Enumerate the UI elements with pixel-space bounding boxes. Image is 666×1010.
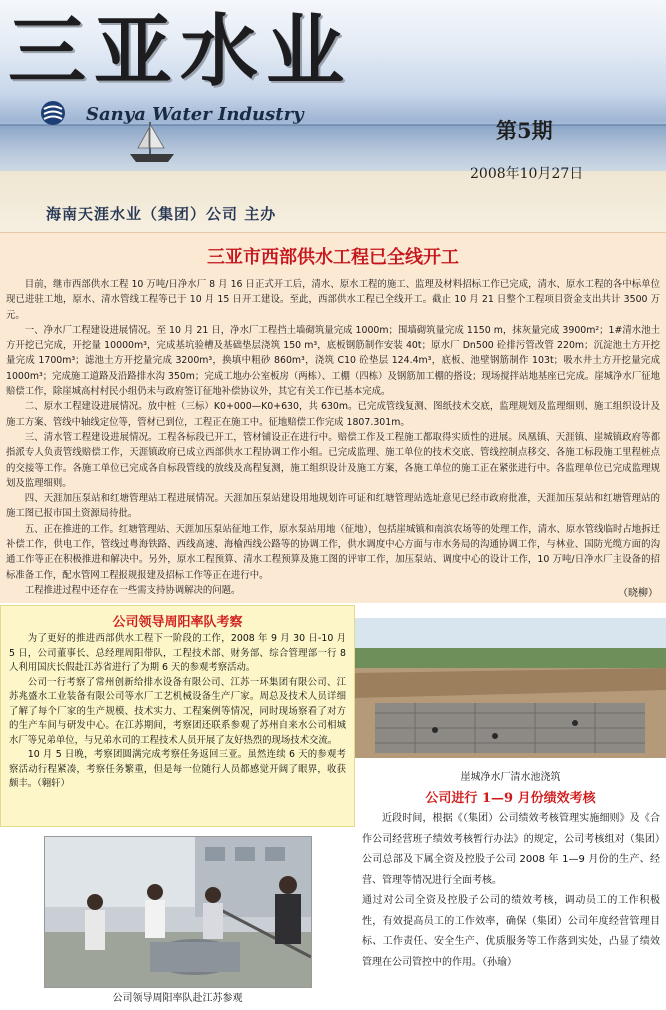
performance-paragraph: 通过对公司全资及控股子公司的绩效考核，调动员工的工作积极性，有效提高员工的工作效率，确保（集团）公司年度经营管理目标、工作责任、安全生产、优质服务等工作落到实处，凸显了绩效管理在公司管控中的作用。（孙瑜） (362, 895, 660, 968)
leader-visit-paragraph: 为了更好的推进西部供水工程下一阶段的工作，2008 年 9 月 30 日-10 月 5 日，公司董事长、总经理周阳带队，工程技术部、财务部、综合管理部一行 8 人利用国庆长假赴江苏省进行了为期 6 天的参观考察活动。 (9, 633, 346, 673)
site-photo-image (355, 618, 666, 758)
lead-paragraph: 四、天涯加压泵站和红塘管理站工程进展情况。天涯加压泵站建设用地规划许可证和红塘管理站选址意见已经市政府批准，天涯加压泵站和红塘管理站的施工图已报市国土资源局待批。 (6, 493, 660, 520)
sponsor-line: 海南天涯水业（集团）公司 主办 (46, 205, 277, 223)
lead-signature: （晓柳） (618, 588, 658, 599)
leader-visit-paragraph: 公司一行考察了常州创新给排水设备有限公司、江苏一环集团有限公司、江苏兆盛水工业装备有限公司等水厂工艺机械设备生产厂家。周总及技术人员详细了解了每个厂家的生产规模、技术实力、工程案例等情况，同时现场察看了对方的生产车间与研发中心。在江苏期间，考察团还联系参观了苏州自来水公司相城水厂等兄弟单位，与兄弟水司的工程技术人员开展了友好热烈的现场技术交流。 (9, 676, 346, 746)
leader-visit-paragraph: 10 月 5 日晚，考察团圆满完成考察任务返回三亚。虽然连续 6 天的参观考察活动行程紧凑，考察任务繁重，但是每一位随行人员都感觉开阔了眼界，收获颇丰。（翱轩） (9, 749, 346, 789)
lead-paragraph: 二、原水工程建设进展情况。放中桩（三标）K0+000—K0+630，共 630m。已完成管线复测、图纸技术交底，监理规划及监理细则、施工组织设计及施工方案、管线中轴线定位等，管材已到位，工程正在施工中。征地赔偿工作完成 1807.301m。 (6, 401, 660, 428)
masthead (0, 0, 666, 232)
performance-article-body (362, 809, 660, 973)
performance-article-title: 公司进行 1—9 月份绩效考核 (425, 791, 596, 806)
leader-visit-title: 公司领导周阳率队考察 (112, 615, 243, 630)
newsletter-title: 三亚水业 (8, 6, 353, 97)
performance-paragraph: 近段时间，根据《（集团）公司绩效考核管理实施细则》及《合作公司经营班子绩效考核暂行办法》的规定，公司考核组对（集团）公司总部及下属全资及控股子公司 2008 年 1—9 月份的生产、经营、管理等情况进行全面考核。 (362, 813, 660, 886)
sailboat-icon (126, 118, 178, 166)
issue-number: 第5期 (496, 118, 553, 143)
visit-photo-image (45, 837, 311, 987)
lead-paragraph: 目前，继市西部供水工程 10 万吨/日净水厂 8 月 16 日正式开工后，清水、原水工程的施工、监理及材料招标工作已完成，清水、原水工程的各中标单位现已进驻工地，原水、清水管线工程等已于 10 月 15 日开工建设。至此，西部供水工程已全线开工。截止 10 月 21 日整个工程项目资金支出共计 3500 万元。 (6, 279, 660, 321)
visit-photo (44, 836, 312, 988)
lead-article (0, 232, 666, 603)
leader-visit-article (0, 605, 355, 827)
water-logo-icon (40, 98, 66, 128)
visit-photo-caption: 公司领导周阳率队赴江苏参观 (112, 993, 243, 1004)
site-photo (355, 618, 666, 758)
newsletter-subtitle: Sanya Water Industry (86, 104, 304, 125)
lead-paragraph: 五、正在推进的工作。红塘管理站、天涯加压泵站征地工作，原水泵站用地（征地），包括崖城镇和南滨农场等的处理工作，清水、原水管线临时占地拆迁补偿工作，供电工作，管线过粤海铁路、西线高速、海榆西线公路等的协调工作，供水调度中心方面与市水务局的沟通协调工作，与林业、国防光缆方面的沟通工作等正在积极推进和解决中。另外，原水工程预算、清水工程预算及施工图的评审工作，加压泵站、调度中心的设计工作，10 万吨/日净水厂主设备的招标准备工作，配水管网工程报规报建及招标工作等正在进行中。 (6, 523, 660, 581)
leader-visit-body (1, 630, 354, 792)
lead-paragraph: 一、净水厂工程建设进展情况。至 10 月 21 日，净水厂工程挡土墙砌筑量完成 1000m；围墙砌筑量完成 1150 m，抹灰量完成 3900m²；1#清水池土方开挖已完成，开挖量 10000m³，完成基坑验槽及基础垫层浇筑 150 m³，底板钢筋制作安装 40t；原水厂 Dn500 砼排污管改管 220m；沉淀池土方开挖量完成 1700m³；滤池土方开挖量完成 3200m³，换填中粗砂 860m³，浇筑 C10 砼垫层 124.4m³，底板、池壁钢筋制作 103t；吸水井土方开挖量完成 1000m³；完成施工道路及沿路排水沟 350m；完成工地办公室板房（两栋）、工棚（四栋）及钢筋加工棚的搭设；现场搅拌站地基座已完成。崖城净水厂征地赔偿工作，除崖城高村村民小组仍未与政府签订征地补偿协议外，其它有关工作已基本完成。 (6, 324, 660, 398)
lead-article-title: 三亚市西部供水工程已全线开工 (207, 247, 459, 268)
issue-date: 2008年10月27日 (470, 166, 584, 182)
lead-paragraph: 三、清水管工程建设进展情况。工程各标段已开工，管材铺设正在进行中。赔偿工作及工程施工都取得实质性的进展。凤凰镇、天涯镇、崖城镇政府等都指派专人负责管线赔偿工作，天涯镇政府已成立西部供水工程协调工作小组。已完成监理、施工单位的技术交底、管线控制点移交、各施工标段施工里程桩点的交接等工作。各施工单位已完成各自标段管线的放线及高程复测，施工组织设计及施工方案，各施工单位的施工正在紧张进行中。各监理单位已完成监理规划及监理细则。 (6, 431, 660, 489)
lead-paragraph: 工程推进过程中还存在一些需支持协调解决的问题。 (24, 584, 241, 596)
site-photo-caption: 崖城净水厂清水池浇筑 (460, 772, 561, 783)
lead-article-body (6, 277, 660, 598)
